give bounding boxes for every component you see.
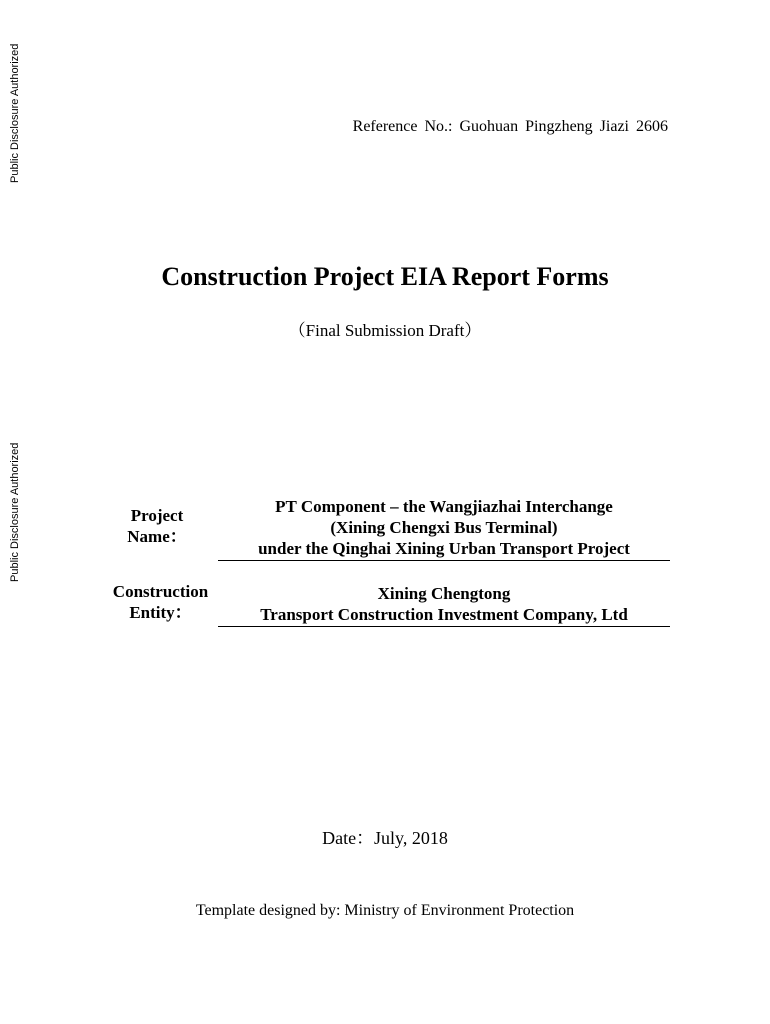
- construction-entity-label-line: Construction: [112, 582, 209, 601]
- public-disclosure-stamp: Public Disclosure Authorized: [9, 442, 21, 582]
- construction-entity-label-line: Entity：: [129, 603, 192, 622]
- construction-entity-value: [218, 583, 670, 627]
- project-name-label-line: Project: [130, 506, 184, 525]
- project-name-value: [218, 496, 670, 561]
- construction-entity-value-line: Xining Chengtong: [377, 584, 511, 603]
- public-disclosure-stamp: Public Disclosure Authorized: [9, 43, 21, 183]
- project-name-value-line: PT Component – the Wangjiazhai Interchange: [275, 497, 613, 516]
- construction-entity-label: [103, 581, 218, 623]
- document-title: Construction Project EIA Report Forms: [161, 262, 609, 291]
- document-date: Date：July, 2018: [322, 828, 448, 848]
- project-name-label-line: Name：: [127, 527, 187, 546]
- project-name-value-line: under the Qinghai Xining Urban Transport Project: [258, 539, 630, 558]
- document-subtitle: （Final Submission Draft）: [288, 321, 482, 340]
- project-name-label: [107, 505, 207, 547]
- reference-number: Reference No.: Guohuan Pingzheng Jiazi 2606: [352, 118, 668, 135]
- construction-entity-value-line: Transport Construction Investment Company, Ltd: [260, 605, 628, 624]
- project-name-value-line: (Xining Chengxi Bus Terminal): [330, 518, 558, 537]
- template-note: Template designed by: Ministry of Environment Protection: [195, 902, 575, 919]
